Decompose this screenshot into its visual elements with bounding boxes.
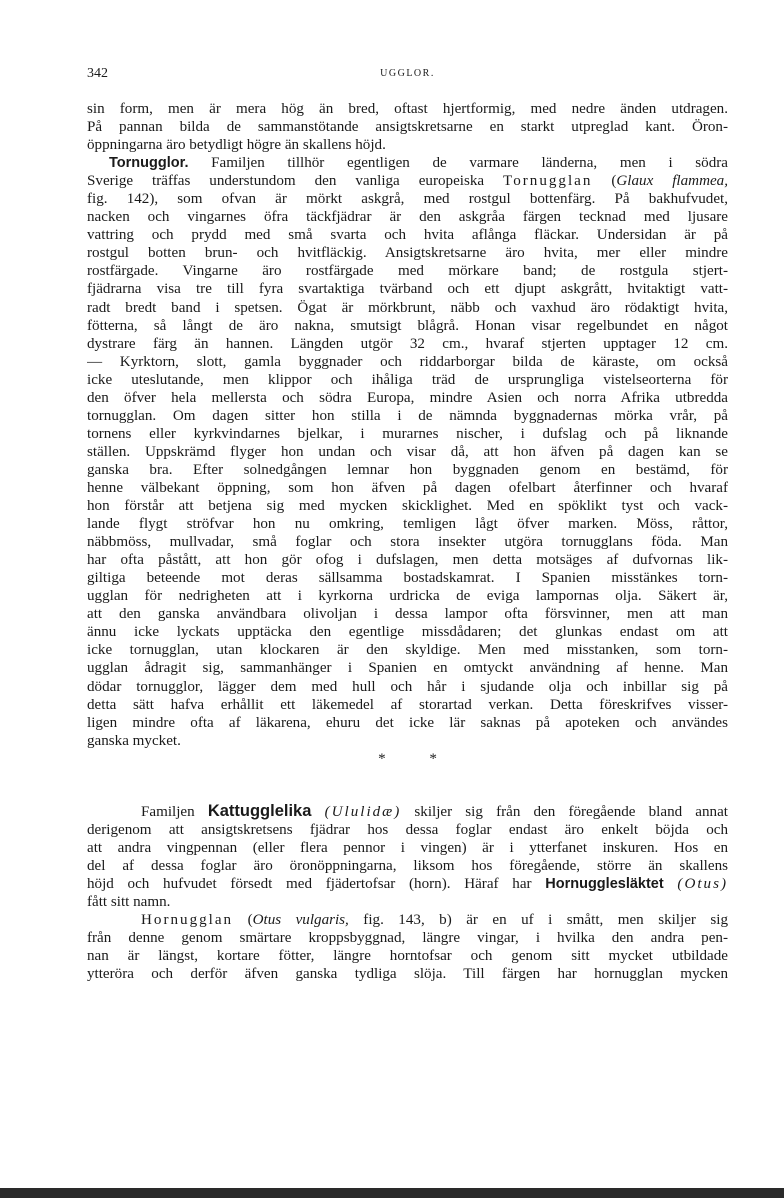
text-line: ligen mindre ofta af läkarena, ehuru det icke lär saknas på apoteken och användes xyxy=(87,714,728,731)
text-line: ytteröra och derför äfven ganska tydliga slöja. Till färgen har hornugglan mycken xyxy=(87,966,728,983)
body-text xyxy=(87,100,728,983)
text-line: radt bredt band i spetsen. Ögat är mörkbrunt, näbb och vaxhud äro rödaktigt hvita, xyxy=(87,299,728,316)
text-line: rostgul botten brun- och hvitfläckig. Ansigtskretsarne äro hvita, mer eller mindre xyxy=(87,245,728,262)
text-line: näbbmöss, mullvadar, små foglar och stora insekter utgöra tornugglans föda. Man xyxy=(87,534,728,551)
text-line: fått sitt namn. xyxy=(87,893,171,910)
text-segment: skiljer sig från den föregående bland annat xyxy=(401,803,728,820)
running-head: UGGLOR. xyxy=(380,68,435,79)
text-line: icke uteslutande, men klippor och ihåliga träd de ursprungliga vistelseorterna för xyxy=(87,371,728,388)
section-divider-stars: * * xyxy=(378,750,457,767)
text-line: sin form, men är mera hög än bred, oftast hjertformig, med nedre änden utdragen. xyxy=(87,101,728,117)
text-line: fjädrarna visa tre till fyra svartaktiga tvärband och ett djupt askgrått, hvitaktigt vatt- xyxy=(87,281,728,298)
text-line: dystrare färg än hannen. Längden utgör 32 cm., hvaraf stjerten upptager 12 cm. xyxy=(87,335,728,352)
text-line: den öfver hela mellersta och södra Europa, mindre Asien och norra Afrika utbredda xyxy=(87,389,728,406)
text-line: fötterna, så långt de äro nakna, smutsigt blågrå. Honan visar regelbundet en något xyxy=(87,317,728,334)
text-line: att andra vingpennan (eller flera pennor i vingen) är i ytterfanet inskuren. Hos en xyxy=(87,839,728,856)
text-line: derigenom att ansigtskretsens fjädrar hos dessa foglar endast äro enkelt böjda och xyxy=(87,821,728,838)
text-line: lande flygt ströfvar hon nu omkring, temligen lågt öfver marken. Möss, råttor, xyxy=(87,516,728,533)
text-line: — Kyrktorn, slott, gamla byggnader och riddarborgar bilda de käraste, om också xyxy=(87,353,728,370)
text-segment: Familjen tillhör egentligen de varmare länderna, men i södra xyxy=(211,155,728,172)
text-line: På pannan bilda de sammanstötande ansigtskretsarne en starkt utpreglad kant. Öron- xyxy=(87,119,728,136)
text-segment: Familjen xyxy=(141,803,208,820)
latin-name: Glaux flammea, xyxy=(616,173,728,190)
genus-heading-hornugglesläktet: Hornugglesläktet xyxy=(545,875,664,892)
text-segment: ( xyxy=(233,912,253,929)
text-line: del af dessa foglar äro öronöppningarna, liksom hos föregående, större än skallens xyxy=(87,857,728,874)
text-line xyxy=(87,154,728,172)
paragraph-tornugglor xyxy=(87,154,728,750)
latin-name: (Ululidæ) xyxy=(324,803,402,820)
text-line: har ofta påstått, att hon gör ofog i dufslagen, men detta motsäges af dufvornas lik- xyxy=(87,552,728,569)
text-line: från denne genom smärtare kroppsbyggnad, längre vingar, i hvilka den andra pen- xyxy=(87,930,728,947)
text-segment: ( xyxy=(592,173,617,190)
text-line: fig. 142), som ofvan är mörkt askgrå, med rostgul bottenfärg. På bakhufvudet, xyxy=(87,191,728,208)
text-line: att den ganska användbara olivoljan i dessa lampor ofta försvinner, men att man xyxy=(87,606,728,623)
text-line: icke tornugglan, utan klockaren är den skyldige. Men med misstanken, som torn- xyxy=(87,642,728,659)
text-line: öppningarna äro betydligt högre än skallens höjd. xyxy=(87,137,386,154)
text-line: ugglan ådragit sig, sammanhänger i Spanien en omtyckt användning af henne. Man xyxy=(87,660,728,677)
section-heading-kattugglelika: Kattugglelika xyxy=(207,801,312,820)
species-name: Hornugglan xyxy=(141,912,234,929)
text-line xyxy=(87,875,728,893)
text-line: ganska mycket. xyxy=(87,732,181,749)
text-line: rostfärgade. Vingarne äro rostfärgade med mörkare band; de rostgula stjert- xyxy=(87,263,728,280)
text-line: detta sätt hafva erhållit ett läkemedel af storartad verkan. Detta föreskrifves visser- xyxy=(87,696,728,713)
page-header xyxy=(87,66,728,86)
text-line: nan är längst, kortare fötter, längre horntofsar och genom sitt mycket utbildade xyxy=(87,948,728,965)
section-heading-tornugglor: Tornugglor. xyxy=(109,155,189,172)
text-segment: fig. 143, b) är en uf i smått, men skiljer sig xyxy=(348,912,728,929)
paragraph-intro xyxy=(87,100,728,154)
text-line: tornugglan. Om dagen sitter hon stilla i de nämnda byggnadernas mörka vrår, på xyxy=(87,407,728,424)
text-line xyxy=(87,172,728,190)
text-line: ännu icke lyckats upptäcka den egentlige missdådaren; det glunkas endast om att xyxy=(87,624,728,641)
text-line xyxy=(87,911,728,929)
text-line: vattring och prydd med små svarta och hvita aflånga fläckar. Undersidan är på xyxy=(87,227,728,244)
text-line: ställen. Uppskrämd flyger hon undan och visar då, att hon äfven på dagen kan se xyxy=(87,443,728,460)
spacer xyxy=(87,768,728,802)
text-line: hon förstår att betjena sig med mycken skicklighet. Med en spöklikt tyst och vack- xyxy=(87,498,728,515)
text-segment: Sverige träffas understundom den vanliga europeiska xyxy=(87,173,504,190)
text-line: giltiga beteende mot deras sällsamma bostadskamrat. I Spanien misstänkes torn- xyxy=(87,570,728,587)
text-line: nacken och vingarnes öfra täckfjädrar är den askgråa färgen tecknad med ljusare xyxy=(87,209,728,226)
paragraph-hornugglan xyxy=(87,911,728,983)
paragraph-kattugglelika xyxy=(87,802,728,911)
page-number: 342 xyxy=(87,66,108,81)
latin-name: Otus vulgaris, xyxy=(252,912,349,929)
latin-name: (Otus) xyxy=(677,875,728,892)
text-line: henne välbekant öppning, som hon äfven på dagen ofelbart återfinner och hvaraf xyxy=(87,479,728,496)
text-line: dödar tornugglor, lägger dem med hull och hår i sjudande olja och inbillar sig på xyxy=(87,678,728,695)
text-line: tornens eller kyrkvindarnes bjelkar, i murarnes nischer, i dufslag och på liknande xyxy=(87,425,728,442)
species-name: Tornugglan xyxy=(503,173,593,190)
text-line xyxy=(87,802,728,821)
scan-bottom-edge xyxy=(0,1188,784,1198)
text-line: ganska bra. Efter solnedgången lemnar hon byggnaden genom en bestämd, för xyxy=(87,461,728,478)
text-line: ugglan för nedrigheten att i kyrkorna urdricka de eviga lampornas olja. Säkert är, xyxy=(87,588,728,605)
text-segment: höjd och hufvudet försedt med fjädertofsar (horn). Häraf har xyxy=(87,875,546,892)
